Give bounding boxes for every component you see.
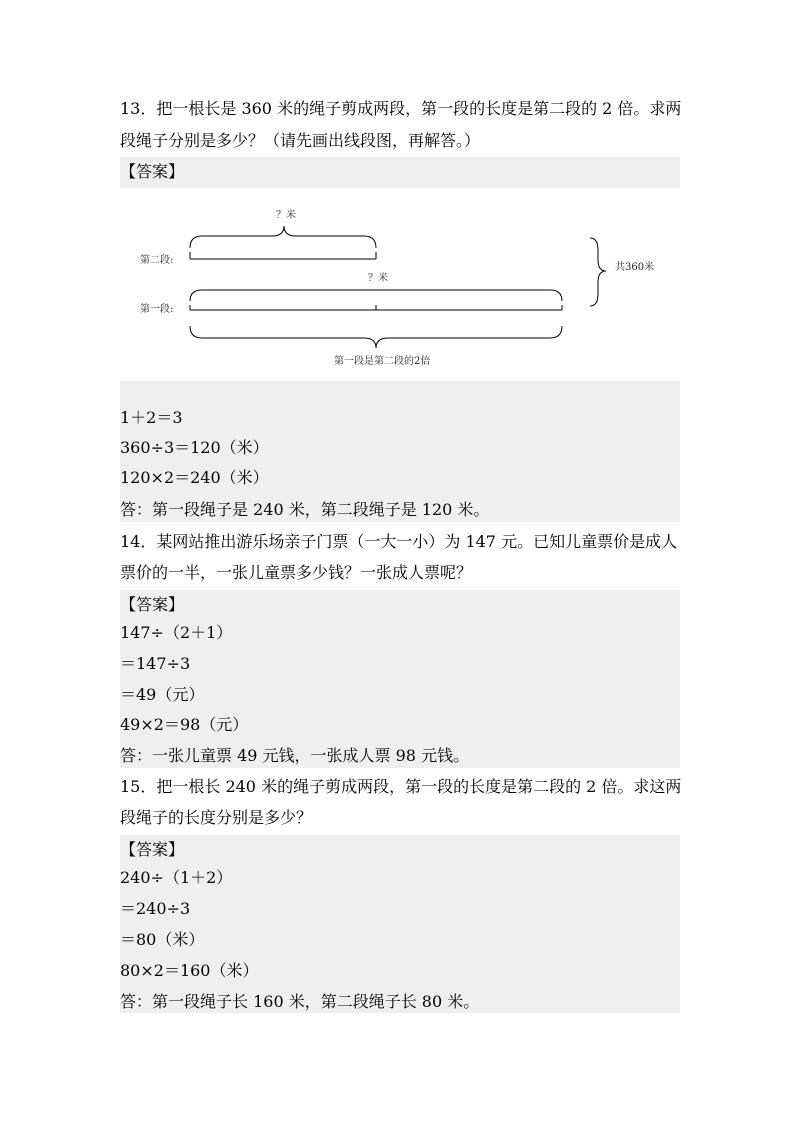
q15-answer-label: 【答案】: [120, 840, 185, 859]
top-brace: [190, 226, 376, 248]
mid-brace: [190, 290, 562, 301]
q14-conclusion: 答：一张儿童票 49 元钱，一张成人票 98 元钱。: [120, 746, 470, 765]
q15-step: 240÷（1＋2）: [120, 868, 233, 887]
q13-line-segment-diagram: [120, 188, 680, 380]
q14-step: 49×2＝98（元）: [120, 715, 249, 734]
q15-step: ＝240÷3: [120, 899, 191, 918]
q14-step: ＝49（元）: [120, 685, 205, 704]
q13-step: 360÷3＝120（米）: [120, 438, 269, 457]
q15-step: ＝80（米）: [120, 930, 205, 949]
q13-diagram-drawing: [120, 188, 680, 380]
q14-question-line1: 14．某网站推出游乐场亲子门票（一大一小）为 147 元。已知儿童票价是成人: [120, 532, 678, 551]
q13-conclusion: 答：第一段绳子是 240 米，第二段绳子是 120 米。: [120, 500, 490, 519]
q15-question-line2: 段绳子的长度分别是多少？: [120, 808, 313, 827]
seg1-label: 第一段:: [140, 304, 174, 315]
q13-question-line1: 13．把一根长是 360 米的绳子剪成两段，第一段的长度是第二段的 2 倍。求两: [120, 99, 682, 118]
q14-step: 147÷（2＋1）: [120, 623, 233, 642]
q13-step: 1＋2＝3: [120, 408, 183, 427]
q13-answer-label: 【答案】: [120, 162, 185, 181]
q13-answer-header: [120, 157, 680, 188]
q13-question-line2: 段绳子分别是多少？（请先画出线段图，再解答。）: [120, 131, 481, 150]
total-label: 共360米: [615, 262, 655, 273]
q13-step: 120×2＝240（米）: [120, 468, 269, 487]
bottom-brace: [190, 326, 562, 348]
total-brace: [590, 238, 606, 306]
q15-step: 80×2＝160（米）: [120, 961, 259, 980]
q14-step: ＝147÷3: [120, 654, 191, 673]
q15-question-line1: 15．把一根长 240 米的绳子剪成两段，第一段的长度是第二段的 2 倍。求这两: [120, 777, 682, 796]
bottom-label: 第一段是第二段的2倍: [334, 356, 431, 367]
q14-answer-label: 【答案】: [120, 595, 185, 614]
seg2-label: 第二段:: [140, 255, 174, 266]
q14-answer-block: [120, 590, 680, 768]
mid-brace-label: ？米: [368, 273, 388, 284]
q14-question-line2: 票价的一半，一张儿童票多少钱？一张成人票呢？: [120, 563, 473, 582]
q15-conclusion: 答：第一段绳子长 160 米，第二段绳子长 80 米。: [120, 992, 480, 1011]
q15-answer-block: [120, 835, 680, 1013]
top-brace-label: ？米: [276, 210, 296, 221]
